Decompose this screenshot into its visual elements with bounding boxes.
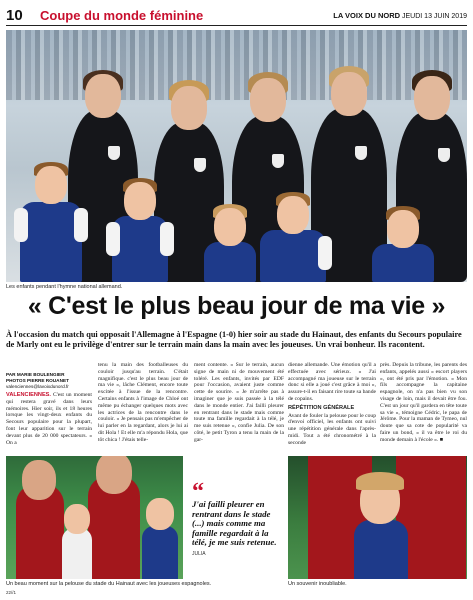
- photo-right-caption: Un souvenir inoubliable.: [288, 581, 347, 587]
- byline-photos: PHOTOS PIERRE ROUANET: [6, 378, 69, 383]
- column-4b-text: Avant de fouler la pelouse pour le coup d'envoi officiel, les enfants ont suivi une répétition générale dans l'après-midi. Tout a été chronométré à la seconde: [288, 412, 376, 446]
- article-column-4: [288, 362, 376, 447]
- hero-caption: Les enfants pendant l'hymne national allemand.: [6, 284, 123, 290]
- child-5: [372, 244, 434, 282]
- article-column-3: ment contente. » Sur le terrain, aucun signe de main ni de mouvement été toléré. Les enfants, invités par EDF pour l'occasion, avaient juste comme cette de sourire. « Je m'arrête pas à imaginer que je suis passée à la télé dans le monde entier. J'ai failli pleurer en rentrant dans le stade mais comme toute ma famille regardait à la télé, je me suis retenue », confie Julia. De son côté, le petit Tyron a tenu la main de la gar-: [194, 362, 284, 443]
- photo-left-caption: Un beau moment sur la pelouse du stade du Hainaut avec les joueuses espagnoles.: [6, 581, 212, 587]
- article-column-5: près. Depuis la tribune, les parents des enfants, appelés aussi « escort players », ont été pris par l'émotion. « Mon fils accompagne la capitaine espagnole, on n'a pas bien vu son visage de loin, mais il devait être fou. C'est un jour qu'il gardera en tête toute sa vie », témoigne Cédric, le papa de Jérôme. Pour la maman de Tymeo, nul doute que sa cote de popularité va faire un bond, « il va être le roi du monde demain à l'école ». ■: [380, 362, 467, 443]
- column-1-text: C'est un moment qui restera gravé dans leurs mémoires. Hier soir, ils et 18 heures lorsque les vingt-deux enfants du Secours populaire pour la plupart, font leur apparition sur le terrain devant plus de 20 000 spectateurs. « On a: [6, 392, 92, 446]
- photo-spanish-players: [6, 456, 183, 579]
- byline-author: PAR MARIE BOULENGIER: [6, 372, 65, 377]
- lede: À l'occasion du match qui opposait l'Allemagne à l'Espagne (1-0) hier soir au stade du Hainaut, des enfants du Secours populaire de Marly ont eu le privilège d'entrer sur le terrain main dans la main avec les joueuses. Un vrai bonheur. Ils racontent.: [6, 330, 462, 349]
- stadium-crowd: [6, 30, 467, 100]
- child-4: [260, 230, 326, 282]
- article-column-2: tenu la main des footballeuses du couloir jusqu'au terrain. C'était magnifique. c'est le plus beau jour de ma vie », lâche Clément, encore toute excitée à l'issue de la rencontre. Certains enfants à l'image de Chloé ont même pu échanger quelques mots avec les actrices de la rencontre dans le couloir. « Je pensais pas m'empêcher de lui parler en la regardant, alors je lui ai dit Hola ! Et elle m'a répondu Hola, que tôt chica ! J'étais telle-: [98, 362, 188, 443]
- child-2: [112, 216, 168, 282]
- page-number: 10: [6, 7, 23, 24]
- publication-name: LA VOIX DU NORD: [333, 11, 401, 20]
- headline: « C'est le plus beau jour de ma vie »: [27, 292, 446, 320]
- section-title: Coupe du monde féminine: [40, 8, 204, 23]
- publication-date: JEUDI 13 JUIN 2019: [402, 13, 467, 20]
- quote-mark-icon: “: [192, 479, 204, 505]
- column-4-text: dienne allemande. Une émotion qu'il a effectuée avec sérieux. « J'ai accompagné ma joueuse sur le terrain donc si elle a joué c'est grâce à moi », assure-t-il en faisant rire toute sa bande de copains.: [288, 362, 376, 402]
- article-column-1: [6, 392, 92, 446]
- page-footer: 22//1: [6, 590, 17, 595]
- page-header: [6, 6, 467, 26]
- photo-child-with-player: [288, 456, 467, 579]
- byline-email: valenciennes@lavoixdunord.fr: [6, 384, 69, 389]
- byline: [6, 372, 94, 390]
- pull-quote: [192, 479, 277, 557]
- quote-text: J'ai failli pleurer en rentrant dans le stade (...) mais comme ma famille regardait à la télé, je me suis retenue.: [192, 499, 277, 548]
- dateline: VALENCIENNES.: [6, 392, 51, 398]
- quote-author: JULIA: [192, 550, 206, 557]
- child-3: [204, 242, 256, 282]
- masthead: [333, 11, 467, 20]
- child-1: [20, 202, 82, 282]
- hero-photo: [6, 30, 467, 282]
- subheading: RÉPÉTITION GÉNÉRALE: [288, 404, 355, 411]
